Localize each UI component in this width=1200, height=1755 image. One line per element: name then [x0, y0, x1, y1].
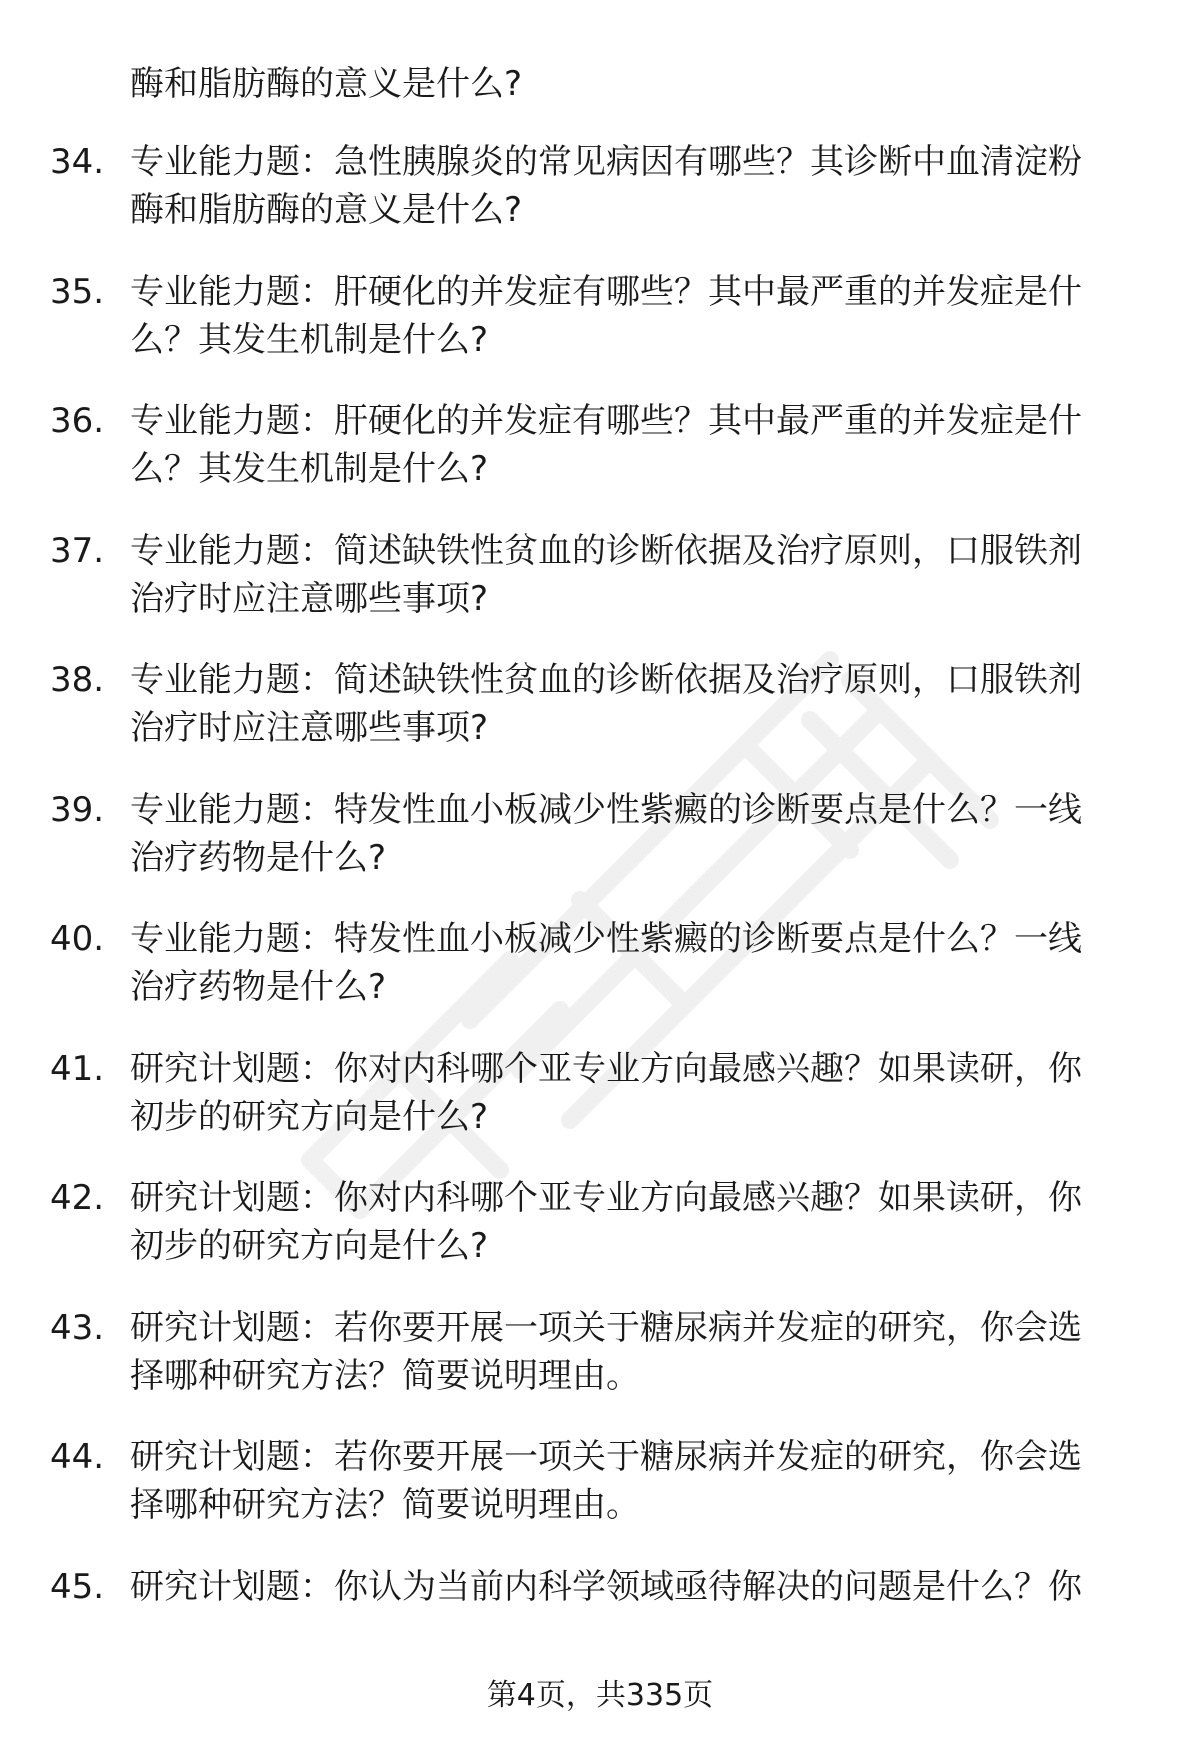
question-text-line: 研究计划题：你对内科哪个亚专业方向最感兴趣？如果读研，你 [130, 1049, 1082, 1089]
question-item [0, 1563, 1200, 1663]
question-number: 39. [50, 790, 105, 830]
question-text [130, 1045, 1140, 1141]
question-number: 38. [50, 660, 105, 700]
question-text-line: 治疗时应注意哪些事项? [130, 708, 489, 748]
question-text-line: 研究计划题：你认为当前内科学领域亟待解决的问题是什么？你 [130, 1567, 1082, 1607]
question-text-line: 治疗时应注意哪些事项? [130, 579, 489, 619]
question-number: 44. [50, 1437, 105, 1477]
question-item [0, 1433, 1200, 1533]
question-number: 35. [50, 272, 105, 312]
question-item [0, 527, 1200, 627]
question-text-line: 专业能力题：特发性血小板减少性紫癜的诊断要点是什么？一线 [130, 919, 1082, 959]
question-text [130, 268, 1140, 364]
question-text-line: 专业能力题：肝硬化的并发症有哪些？其中最严重的并发症是什 [130, 272, 1082, 312]
question-text [130, 1174, 1140, 1270]
question-text-line: 择哪种研究方法？简要说明理由。 [130, 1356, 640, 1396]
question-text-line: 专业能力题：特发性血小板减少性紫癜的诊断要点是什么？一线 [130, 790, 1082, 830]
question-text-line: 专业能力题：简述缺铁性贫血的诊断依据及治疗原则，口服铁剂 [130, 531, 1082, 571]
question-text [130, 527, 1140, 623]
question-text [130, 397, 1140, 493]
question-item [0, 786, 1200, 886]
question-text [130, 1433, 1140, 1529]
question-item [0, 138, 1200, 238]
question-text-line: 初步的研究方向是什么? [130, 1226, 489, 1266]
question-number: 37. [50, 531, 105, 571]
continued-question-text: 酶和脂肪酶的意义是什么? [130, 64, 523, 104]
question-text-line: 初步的研究方向是什么? [130, 1097, 489, 1137]
question-item [0, 268, 1200, 368]
question-text-line: 么？其发生机制是什么? [130, 320, 489, 360]
question-item [0, 1045, 1200, 1145]
question-text [130, 138, 1140, 234]
question-item [0, 915, 1200, 1015]
question-item [0, 656, 1200, 756]
question-text-line: 专业能力题：急性胰腺炎的常见病因有哪些？其诊断中血清淀粉 [130, 142, 1082, 182]
question-text-line: 专业能力题：简述缺铁性贫血的诊断依据及治疗原则，口服铁剂 [130, 660, 1082, 700]
question-text [130, 786, 1140, 882]
question-number: 34. [50, 142, 105, 182]
question-text-line: 专业能力题：肝硬化的并发症有哪些？其中最严重的并发症是什 [130, 401, 1082, 441]
question-number: 43. [50, 1308, 105, 1348]
question-text-line: 酶和脂肪酶的意义是什么? [130, 190, 523, 230]
question-text [130, 915, 1140, 1011]
page-footer: 第4页，共335页 [486, 1678, 714, 1713]
question-item [0, 1174, 1200, 1274]
question-text [130, 1304, 1140, 1400]
question-number: 41. [50, 1049, 105, 1089]
question-text-line: 研究计划题：你对内科哪个亚专业方向最感兴趣？如果读研，你 [130, 1178, 1082, 1218]
question-text [130, 656, 1140, 752]
question-text-line: 研究计划题：若你要开展一项关于糖尿病并发症的研究，你会选 [130, 1437, 1082, 1477]
question-item [0, 397, 1200, 497]
question-number: 42. [50, 1178, 105, 1218]
question-number: 40. [50, 919, 105, 959]
question-number: 36. [50, 401, 105, 441]
question-text-line: 治疗药物是什么? [130, 838, 387, 878]
question-text-line: 治疗药物是什么? [130, 967, 387, 1007]
question-number: 45. [50, 1567, 105, 1607]
question-text-line: 研究计划题：若你要开展一项关于糖尿病并发症的研究，你会选 [130, 1308, 1082, 1348]
question-text [130, 1563, 1140, 1611]
question-text-line: 么？其发生机制是什么? [130, 449, 489, 489]
question-item [0, 1304, 1200, 1404]
question-text-line: 择哪种研究方法？简要说明理由。 [130, 1485, 640, 1525]
